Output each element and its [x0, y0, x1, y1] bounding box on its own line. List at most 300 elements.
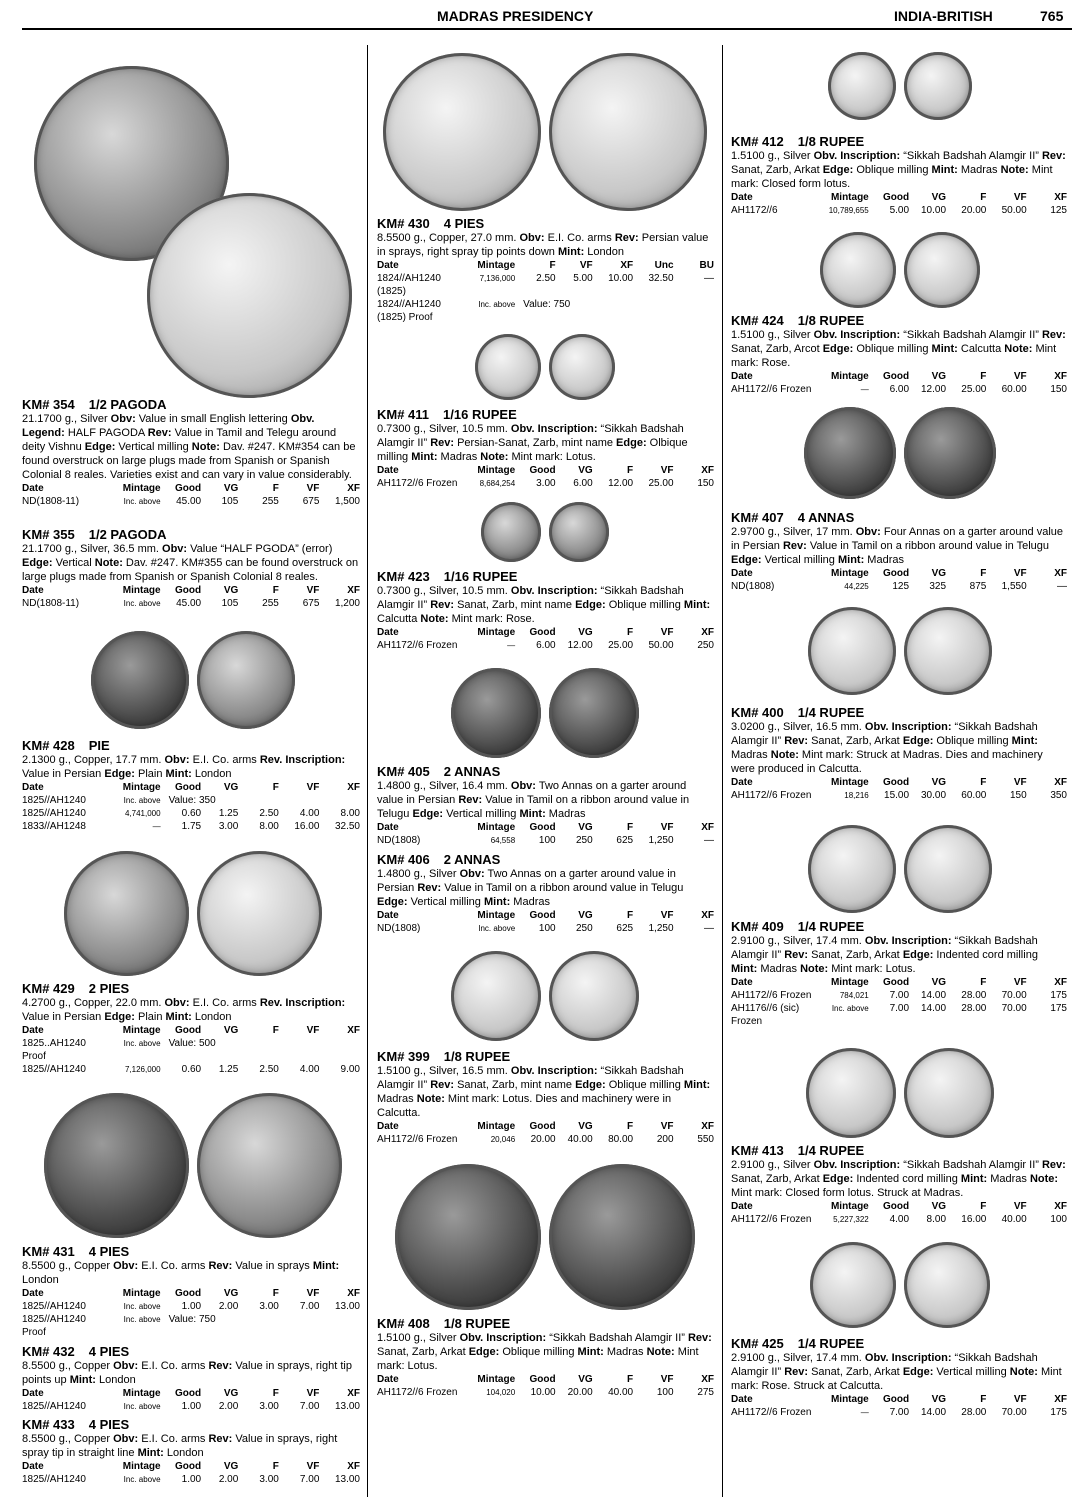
date-cell: AH1172//6 Frozen	[377, 640, 458, 651]
date-cell: 1825//AH1240	[22, 1401, 86, 1412]
km-number: KM# 412	[731, 134, 784, 149]
table-row	[377, 922, 714, 935]
denomination: 1/8 RUPEE	[797, 313, 865, 328]
mintage-cell: 4,741,000	[124, 809, 161, 818]
coin-image-km405	[375, 665, 715, 760]
column-header: VG	[931, 1201, 947, 1212]
entry-description: 1.4800 g., Silver, 16.4 mm. Obv: Two Annas on a garter around value in Persian Rev: Value in Tamil on a ribbon around value in Telugu Edge: Vertical milling Mint: Madras	[377, 780, 690, 820]
date-cell: AH1172//6 Frozen	[377, 1387, 458, 1398]
column-header: Mintage	[122, 1288, 161, 1299]
date-cell: AH1172//6 Frozen	[731, 1214, 812, 1225]
value-cell: 9.00	[340, 1064, 360, 1075]
column-header: Date	[731, 568, 753, 579]
column-header: VF	[1013, 1394, 1027, 1405]
km-number: KM# 429	[22, 981, 75, 996]
column-header: Date	[731, 192, 753, 203]
km-number: KM# 431	[22, 1244, 75, 1259]
value-cell: 275	[697, 1387, 714, 1398]
value-table	[22, 1387, 360, 1413]
column-header: XF	[347, 585, 360, 596]
column-header: F	[272, 1025, 279, 1036]
value-cell: 675	[302, 496, 320, 507]
column-header: XF	[347, 1461, 360, 1472]
column-header: F	[980, 977, 987, 988]
mintage-cell: —	[152, 822, 161, 831]
denomination: 2 PIES	[88, 981, 130, 996]
mintage-cell: Inc. above	[123, 796, 161, 805]
value-cell: 875	[969, 581, 987, 592]
value-cell: 8.00	[259, 821, 279, 832]
km-number: KM# 407	[731, 510, 784, 525]
date-cell: AH1172//6 Frozen	[731, 1407, 812, 1418]
value-cell: 1.25	[218, 1064, 239, 1075]
column-header: F	[980, 568, 987, 579]
date-cell: 1824//AH1240 (1825)	[377, 273, 441, 297]
entry-title	[377, 216, 714, 231]
table-row	[731, 989, 1067, 1002]
column-header: Date	[377, 1121, 399, 1132]
catalog-entry-km405	[377, 764, 714, 847]
entry-title	[731, 1336, 1067, 1351]
value-cell: —	[704, 923, 714, 934]
column-header: XF	[347, 1388, 360, 1399]
mintage-cell: Inc. above	[123, 497, 161, 506]
value-cell: 14.00	[920, 1407, 947, 1418]
value-cell: 28.00	[961, 990, 987, 1001]
column-header: Mintage	[830, 1201, 869, 1212]
column-header: Mintage	[830, 777, 869, 788]
column-header: VF	[1013, 192, 1027, 203]
value-cell: 3.00	[218, 821, 239, 832]
value-cell: 32.50	[334, 821, 360, 832]
column-header: Mintage	[122, 782, 161, 793]
value-cell: 60.00	[1001, 384, 1027, 395]
mintage-cell: 104,020	[486, 1388, 516, 1397]
table-row	[377, 272, 714, 298]
catalog-entry-km432	[22, 1344, 360, 1413]
column-header: Good	[529, 627, 556, 638]
entry-description: 3.0200 g., Silver, 16.5 mm. Obv. Inscription: “Sikkah Badshah Alamgir II” Rev: Sanat, Zarb, Arkat Edge: Oblique milling Mint: Madras Note: Mint mark: Struck at Madras. Dies and machinery were produced in Calcutta.	[731, 721, 1043, 775]
km-number: KM# 408	[377, 1316, 430, 1331]
column-header: VG	[931, 777, 947, 788]
catalog-entry-km428	[22, 738, 360, 833]
value-cell: 20.00	[530, 1134, 556, 1145]
date-cell: 1824//AH1240 (1825) Proof	[377, 299, 441, 323]
column-header: VF	[306, 1388, 320, 1399]
value-cell: Value: 500	[168, 1038, 216, 1049]
header-country: INDIA-BRITISH	[894, 8, 993, 24]
catalog-entry-km411	[377, 407, 714, 490]
column-header: VG	[223, 1025, 239, 1036]
date-cell: AH1172//6 Frozen	[731, 990, 812, 1001]
value-table	[22, 1024, 360, 1076]
column-header: Date	[731, 977, 753, 988]
column-header: F	[626, 822, 634, 833]
column-header: VG	[223, 585, 239, 596]
column-header: VG	[931, 568, 947, 579]
denomination: 1/8 RUPEE	[443, 1316, 511, 1331]
date-cell: AH1172//6 Frozen	[731, 790, 812, 801]
value-cell: 7.00	[889, 990, 910, 1001]
table-row	[731, 1002, 1067, 1028]
value-cell: 16.00	[294, 821, 320, 832]
table-row	[731, 1213, 1067, 1226]
column-header: Date	[377, 260, 399, 271]
denomination: 1/8 RUPEE	[443, 1049, 511, 1064]
column-header: Good	[175, 1461, 202, 1472]
table-row	[731, 204, 1067, 217]
column-header: Mintage	[477, 627, 516, 638]
column-header: VG	[578, 627, 593, 638]
coin-image-km429	[25, 848, 360, 978]
column-header: VF	[306, 1461, 320, 1472]
value-cell: 12.00	[567, 640, 593, 651]
column-header: F	[272, 782, 279, 793]
column-header: XF	[1054, 1394, 1067, 1405]
value-cell: 250	[697, 640, 714, 651]
column-header: Date	[377, 1374, 399, 1385]
entry-title	[22, 981, 360, 996]
column-header: Mintage	[122, 585, 161, 596]
entry-description: 21.1700 g., Silver, 36.5 mm. Obv: Value “HALF PGODA” (error) Edge: Vertical Note: Dav. #247. KM#355 can be found overstruck on large plugs made from Spanish or Spanish Colonial 8 reales.	[22, 543, 359, 583]
value-cell: 6.00	[889, 384, 910, 395]
column-header: Date	[22, 1388, 44, 1399]
table-row	[22, 1313, 360, 1339]
denomination: 4 ANNAS	[797, 510, 855, 525]
value-cell: 8.00	[926, 1214, 947, 1225]
km-number: KM# 430	[377, 216, 430, 231]
value-cell: 8.00	[340, 808, 360, 819]
value-cell: 10.00	[920, 205, 947, 216]
column-header: XF	[1054, 1201, 1067, 1212]
catalog-entry-km406	[377, 852, 714, 935]
column-header: Mintage	[477, 1374, 516, 1385]
denomination: 4 PIES	[443, 216, 485, 231]
table-row	[22, 1037, 360, 1063]
value-table	[731, 567, 1067, 593]
column-header: Good	[175, 1288, 202, 1299]
mintage-cell: —	[507, 641, 516, 650]
column-header: XF	[1054, 192, 1067, 203]
column-header: F	[626, 627, 634, 638]
value-cell: 150	[1009, 790, 1027, 801]
date-cell: AH1176//6 (sic) Frozen	[731, 1003, 800, 1027]
value-table	[22, 1287, 360, 1339]
column-header: F	[980, 1201, 987, 1212]
column-header: Good	[175, 585, 202, 596]
catalog-entry-km407	[731, 510, 1067, 593]
column-header: VF	[1013, 977, 1027, 988]
column-header: Good	[175, 483, 202, 494]
catalog-entry-km425	[731, 1336, 1067, 1419]
value-table	[731, 1200, 1067, 1226]
column-header: Date	[22, 1288, 44, 1299]
column-header: F	[626, 1121, 634, 1132]
value-cell: 13.00	[334, 1301, 360, 1312]
column-header: Mintage	[830, 192, 869, 203]
column-header: VG	[223, 1288, 239, 1299]
entry-title	[22, 1244, 360, 1259]
entry-title	[377, 407, 714, 422]
denomination: 1/2 PAGODA	[88, 397, 167, 412]
value-table	[377, 626, 714, 652]
column-header: Good	[882, 977, 910, 988]
value-cell: 105	[221, 598, 239, 609]
column-header: VG	[931, 371, 947, 382]
coin-image-km412	[730, 50, 1070, 122]
km-number: KM# 400	[731, 705, 784, 720]
column-header: F	[980, 371, 987, 382]
value-cell: 1,200	[334, 598, 360, 609]
value-cell: 2.50	[259, 1064, 279, 1075]
table-row	[377, 298, 714, 324]
table-row	[731, 580, 1067, 593]
column-header: F	[549, 260, 556, 271]
mintage-cell: 44,225	[844, 582, 869, 591]
mintage-cell: Inc. above	[123, 1315, 161, 1324]
mintage-cell: 8,684,254	[479, 479, 516, 488]
km-number: KM# 355	[22, 527, 75, 542]
column-divider	[722, 45, 723, 1497]
mintage-cell: —	[860, 1408, 869, 1417]
column-header: XF	[701, 1374, 714, 1385]
value-cell: 70.00	[1001, 1407, 1027, 1418]
table-row	[22, 1063, 360, 1076]
column-header: F	[272, 1388, 279, 1399]
date-cell: ND(1808)	[377, 923, 421, 934]
catalog-entry-km429	[22, 981, 360, 1076]
date-cell: AH1172//6 Frozen	[377, 478, 458, 489]
entry-description: 21.1700 g., Silver Obv: Value in small English lettering Obv. Legend: HALF PAGODA Rev: Value in Tamil and Telegu around deity Vishnu Edge: Vertical milling Note: Dav. #247. KM#354 can be found overstruck on large plugs made from Spanish or Spanish Colonial 8 reales. Varieties exist and can vary in value considerably.	[22, 413, 356, 481]
value-cell: 175	[1050, 990, 1067, 1001]
km-number: KM# 423	[377, 569, 430, 584]
mintage-cell: 20,046	[490, 1135, 516, 1144]
value-table	[22, 781, 360, 833]
column-header: VG	[223, 782, 239, 793]
column-header: VF	[579, 260, 593, 271]
date-cell: 1825//AH1240	[22, 795, 86, 806]
value-cell: Value: 350	[168, 795, 216, 806]
column-header: VF	[660, 1121, 674, 1132]
mintage-cell: Inc. above	[123, 1402, 161, 1411]
value-table	[377, 259, 714, 324]
value-cell: 13.00	[334, 1401, 360, 1412]
value-cell: 255	[262, 496, 279, 507]
value-cell: 2.00	[218, 1301, 239, 1312]
coin-image-km413	[730, 1045, 1070, 1140]
coin-image-km424	[730, 230, 1070, 310]
value-cell: 30.00	[920, 790, 947, 801]
value-cell: 100	[538, 923, 556, 934]
table-row	[22, 807, 360, 820]
value-cell: 13.00	[334, 1474, 360, 1485]
date-cell: 1825//AH1240	[22, 1064, 86, 1075]
column-header: F	[626, 910, 634, 921]
column-header: F	[272, 1288, 279, 1299]
entry-description: 1.5100 g., Silver Obv. Inscription: “Sikkah Badshah Alamgir II” Rev: Sanat, Zarb, Arkat Edge: Oblique milling Mint: Madras Note: Mint mark: Lotus.	[377, 1332, 712, 1372]
value-cell: 28.00	[961, 1003, 987, 1014]
value-cell: 1.25	[218, 808, 239, 819]
coin-image-km411	[375, 332, 715, 402]
table-row	[22, 495, 360, 508]
value-cell: —	[704, 835, 714, 846]
mintage-cell: Inc. above	[123, 1475, 161, 1484]
value-table	[377, 1373, 714, 1399]
column-header: VG	[931, 192, 947, 203]
value-cell: 125	[892, 581, 910, 592]
value-cell: 250	[575, 835, 593, 846]
column-header: Good	[882, 777, 910, 788]
value-cell: 80.00	[608, 1134, 634, 1145]
column-header: Date	[731, 371, 753, 382]
value-cell: 625	[616, 923, 634, 934]
value-table	[377, 464, 714, 490]
mintage-cell: 7,136,000	[479, 274, 516, 283]
value-cell: 5.00	[889, 205, 910, 216]
denomination: 4 PIES	[88, 1344, 130, 1359]
value-cell: 70.00	[1001, 1003, 1027, 1014]
date-cell: ND(1808-11)	[22, 598, 80, 609]
column-header: XF	[347, 1288, 360, 1299]
entry-title	[731, 919, 1067, 934]
catalog-entry-km355	[22, 527, 360, 610]
column-header: VG	[931, 1394, 947, 1405]
column-header: Mintage	[122, 1388, 161, 1399]
coin-image-km425	[730, 1240, 1070, 1330]
value-cell: 12.00	[608, 478, 634, 489]
coin-image-km400	[730, 605, 1070, 697]
column-header: Good	[175, 782, 202, 793]
denomination: PIE	[88, 738, 110, 753]
denomination: 2 ANNAS	[443, 852, 501, 867]
denomination: 1/4 RUPEE	[797, 1336, 865, 1351]
column-header: Date	[22, 1461, 44, 1472]
column-header: Good	[529, 1374, 556, 1385]
value-cell: 675	[302, 598, 320, 609]
column-header: Mintage	[830, 568, 869, 579]
table-row	[377, 639, 714, 652]
column-header: VG	[578, 910, 593, 921]
km-number: KM# 424	[731, 313, 784, 328]
column-header: VF	[306, 1025, 320, 1036]
table-row	[731, 789, 1067, 802]
column-header: Good	[882, 1394, 910, 1405]
column-header: Date	[731, 1201, 753, 1212]
km-number: KM# 406	[377, 852, 430, 867]
column-header: VG	[223, 1461, 239, 1472]
column-header: VF	[1013, 568, 1027, 579]
mintage-cell: Inc. above	[478, 300, 516, 309]
value-table	[731, 976, 1067, 1028]
coin-image-km407	[730, 405, 1070, 501]
catalog-entry-km354	[22, 397, 360, 508]
date-cell: 1825//AH1240	[22, 1474, 86, 1485]
entry-description: 2.9700 g., Silver, 17 mm. Obv: Four Annas on a garter around value in Persian Rev: Value in Tamil on a ribbon around value in Telugu Edge: Vertical milling Mint: Madras	[731, 526, 1064, 566]
column-header: F	[626, 465, 634, 476]
column-header: Mintage	[477, 260, 516, 271]
entry-title	[377, 569, 714, 584]
column-header: Good	[529, 910, 556, 921]
coin-image-km431	[25, 1090, 360, 1240]
mintage-cell: 64,558	[490, 836, 516, 845]
column-header: Mintage	[122, 1025, 161, 1036]
column-header: Date	[377, 627, 399, 638]
value-cell: 1.00	[181, 1401, 202, 1412]
denomination: 1/4 RUPEE	[797, 1143, 865, 1158]
header-title: MADRAS PRESIDENCY	[437, 8, 594, 24]
column-header: Mintage	[830, 371, 869, 382]
entry-description: 2.9100 g., Silver Obv. Inscription: “Sikkah Badshah Alamgir II” Rev: Sanat, Zarb, Arkat Edge: Indented cord milling Mint: Madras Note: Mint mark: Closed form lotus. Struck at Madras.	[731, 1159, 1066, 1199]
km-number: KM# 433	[22, 1417, 75, 1432]
date-cell: 1825//AH1240	[22, 1301, 86, 1312]
value-cell: 2.00	[218, 1474, 239, 1485]
denomination: 1/16 RUPEE	[443, 569, 518, 584]
value-cell: 150	[1050, 384, 1067, 395]
value-cell: 10.00	[530, 1387, 556, 1398]
table-row	[22, 1400, 360, 1413]
value-cell: 250	[575, 923, 593, 934]
value-cell: 1,550	[1001, 581, 1027, 592]
column-header: Mintage	[830, 977, 869, 988]
column-header: VF	[1013, 1201, 1027, 1212]
value-cell: 105	[221, 496, 239, 507]
value-cell: 7.00	[299, 1401, 320, 1412]
column-header: Good	[882, 371, 910, 382]
entry-title	[377, 764, 714, 779]
table-row	[377, 834, 714, 847]
column-header: Mintage	[830, 1394, 869, 1405]
denomination: 4 PIES	[88, 1417, 130, 1432]
km-number: KM# 409	[731, 919, 784, 934]
denomination: 1/16 RUPEE	[443, 407, 517, 422]
entry-title	[377, 1316, 714, 1331]
value-cell: 28.00	[961, 1407, 987, 1418]
value-cell: 3.00	[259, 1301, 279, 1312]
column-header: F	[272, 585, 279, 596]
value-table	[377, 909, 714, 935]
value-cell: —	[704, 273, 714, 284]
table-row	[22, 820, 360, 833]
km-number: KM# 405	[377, 764, 430, 779]
denomination: 1/4 RUPEE	[797, 705, 865, 720]
column-header: Good	[175, 1388, 202, 1399]
value-cell: 45.00	[176, 496, 202, 507]
entry-title	[731, 1143, 1067, 1158]
column-header: XF	[701, 910, 714, 921]
value-cell: 12.00	[920, 384, 947, 395]
value-cell: 10.00	[608, 273, 634, 284]
value-cell: 150	[697, 478, 714, 489]
column-header: VF	[660, 627, 674, 638]
entry-description: 8.5500 g., Copper Obv: E.I. Co. arms Rev: Value in sprays, right spray tip in straight line Mint: London	[22, 1433, 338, 1459]
entry-description: 1.5100 g., Silver Obv. Inscription: “Sikkah Badshah Alamgir II” Rev: Sanat, Zarb, Arcot Edge: Oblique milling Mint: Calcutta Note: Mint mark: Rose.	[731, 329, 1066, 369]
catalog-entry-km412	[731, 134, 1067, 217]
entry-description: 1.5100 g., Silver, 16.5 mm. Obv. Inscription: “Sikkah Badshah Alamgir II” Rev: Sanat, Zarb, mint name Edge: Oblique milling Mint: Madras Note: Mint mark: Lotus. Dies and machinery were in Calcutta.	[377, 1065, 711, 1119]
mintage-cell: Inc. above	[123, 1302, 161, 1311]
km-number: KM# 354	[22, 397, 75, 412]
column-header: Date	[22, 782, 44, 793]
column-header: VG	[931, 977, 947, 988]
value-table	[731, 191, 1067, 217]
column-header: Good	[175, 1025, 202, 1036]
denomination: 1/2 PAGODA	[88, 527, 167, 542]
value-cell: 3.00	[259, 1474, 279, 1485]
value-table	[731, 776, 1067, 802]
date-cell: ND(1808-11)	[22, 496, 80, 507]
column-header: Good	[882, 568, 910, 579]
column-header: XF	[701, 465, 714, 476]
entry-description: 2.9100 g., Silver, 17.4 mm. Obv. Inscription: “Sikkah Badshah Alamgir II” Rev: Sanat, Zarb, Arkat Edge: Indented cord milling Mint: Madras Note: Mint mark: Lotus.	[731, 935, 1038, 975]
